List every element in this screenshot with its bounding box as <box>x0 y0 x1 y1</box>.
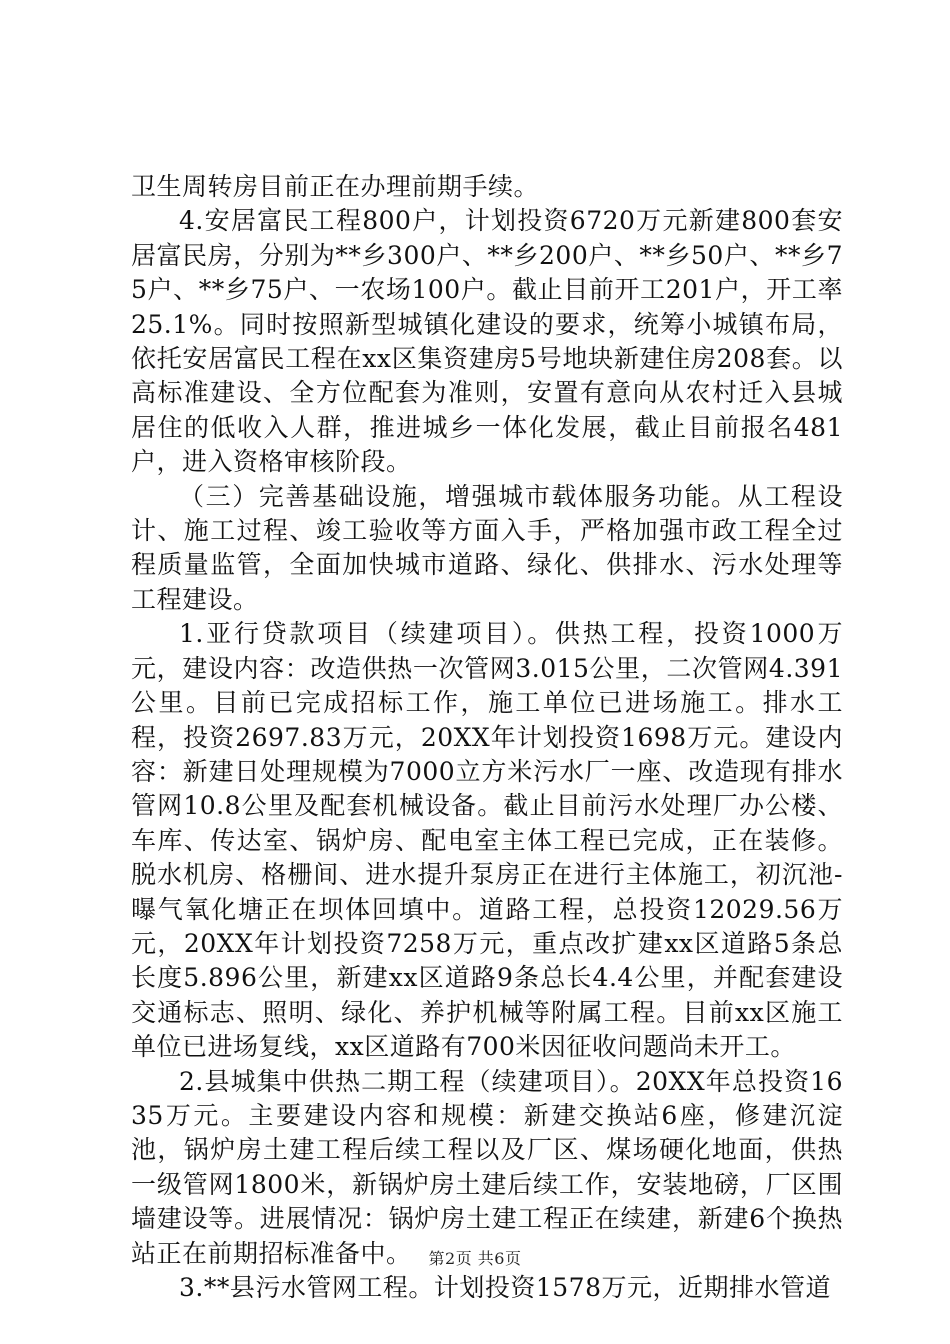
paragraph-section-3: （三）完善基础设施，增强城市载体服务功能。从工程设计、施工过程、竣工验收等方面入手，严格加强市政工程全过程质量监管，全面加快城市道路、绿化、供排水、污水处理等工程建设。 <box>131 481 843 614</box>
paragraph-item-1: 1.亚行贷款项目（续建项目）。供热工程，投资1000万元，建设内容：改造供热一次管网3.015公里，二次管网4.391公里。目前已完成招标工作，施工单位已进场施工。排水工程，投资2697.83万元，20XX年计划投资1698万元。建设内容：新建日处理规模为7000立方米污水厂一座、改造现有排水管网10.8公里及配套机械设备。截止目前污水处理厂办公楼、车库、传达室、锅炉房、配电室主体工程已完成，正在装修。脱水机房、格栅间、进水提升泵房正在进行主体施工，初沉池-曝气氧化塘正在坝体回填中。道路工程，总投资12029.56万元，20XX年计划投资7258万元，重点改扩建xx区道路5条总长度5.896公里，新建xx区道路9条总长4.4公里，并配套建设交通标志、照明、绿化、养护机械等附属工程。目前xx区施工单位已进场复线，xx区道路有700米因征收问题尚未开工。 <box>131 619 843 1062</box>
page-number-footer: 第2页 共6页 <box>428 1249 522 1268</box>
paragraph-item-4: 4.安居富民工程800户，计划投资6720万元新建800套安居富民房，分别为**乡300户、**乡200户、**乡50户、**乡75户、**乡75户、一农场100户。截止目前开工201户，开工率25.1%。同时按照新型城镇化建设的要求，统筹小城镇布局，依托安居富民工程在xx区集资建房5号地块新建住房208套。以高标准建设、全方位配套为准则，安置有意向从农村迁入县城居住的低收入人群，推进城乡一体化发展，截止目前报名481户，进入资格审核阶段。 <box>131 206 843 477</box>
paragraph-item-3: 3.**县污水管网工程。计划投资1578万元，近期排水管道 <box>179 1273 831 1302</box>
paragraph-continuation: 卫生周转房目前正在办理前期手续。 <box>131 172 540 201</box>
paragraph-item-2: 2.县城集中供热二期工程（续建项目）。20XX年总投资1635万元。主要建设内容和规模：新建交换站6座，修建沉淀池，锅炉房土建工程后续工程以及厂区、煤场硬化地面，供热一级管网1800米，新锅炉房土建后续工作，安装地磅，厂区围墙建设等。进展情况：锅炉房土建工程正在续建，新建6个换热站正在前期招标准备中。 <box>131 1066 843 1268</box>
document-body <box>131 170 843 1305</box>
